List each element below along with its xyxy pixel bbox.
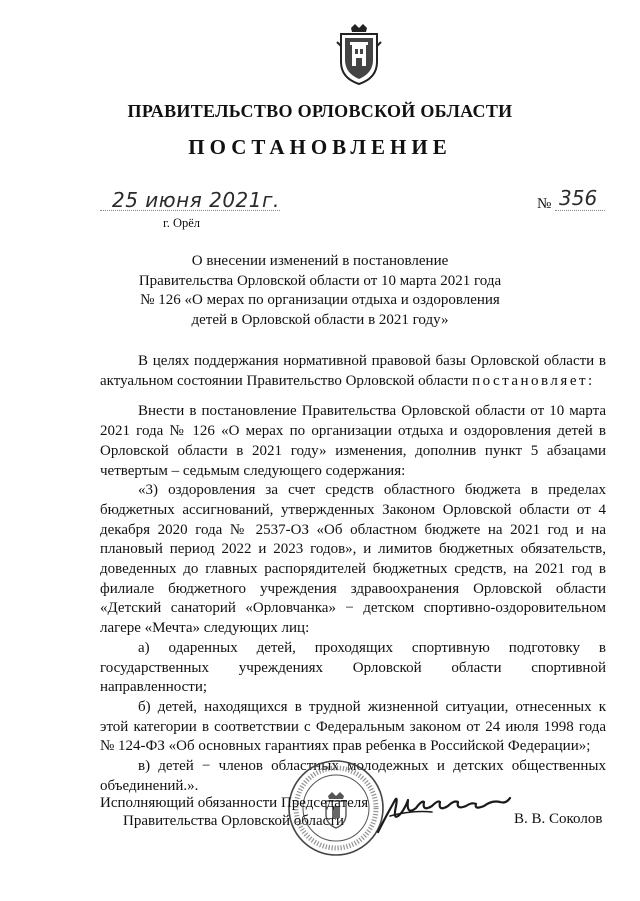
government-name: ПРАВИТЕЛЬСТВО ОРЛОВСКОЙ ОБЛАСТИ: [127, 101, 513, 121]
number-label: №: [537, 196, 552, 212]
orel-oblast-coat-of-arms-icon: [333, 22, 385, 86]
signer-name: В. В. Соколов: [514, 811, 603, 827]
subject-line: О внесении изменений в постановление: [191, 253, 449, 269]
handwritten-signature-icon: [372, 776, 514, 840]
date-underline: [100, 210, 280, 211]
document-city: г. Орёл: [163, 216, 201, 230]
signer-role-line2: Правительства Орловской области: [123, 813, 344, 829]
document-body: [100, 352, 606, 796]
intro-text: В целях поддержания нормативной правовой базы Орловской области в актуальном состоянии Правительство Орловской области: [100, 353, 606, 389]
body-paragraph: б) детей, находящихся в трудной жизненной ситуации, отнесенных к этой категории в соответствии с Федеральным законом от 24 июля 1998 года № 124-ФЗ «Об основных гарантиях прав ребенка в Российской Федерации»;: [100, 698, 606, 755]
intro-paragraph: [100, 352, 606, 391]
signer-role-line1: Исполняющий обязанности Председателя: [100, 795, 369, 811]
subject-line: № 126 «О мерах по организации отдыха и оздоровления: [140, 292, 500, 308]
body-paragraph: в) детей − членов областных молодежных и детских общественных объединений.».: [100, 758, 606, 794]
body-paragraph: а) одаренных детей, проходящих спортивную подготовку в государственных учреждениях Орловской области спортивной направленности;: [100, 639, 606, 696]
body-paragraph: «3) оздоровления за счет средств областного бюджета в пределах бюджетных ассигнований, утвержденных Законом Орловской области от 4 декабря 2020 года № 2537-ОЗ «Об областном бюджете на 2021 год и на плановый период 2022 и 2023 годов», и лимитов бюджетных обязательств, доведенных до главных распорядителей бюджетных средств, на 2021 год в филиале бюджетного учреждения здравоохранения Орловской области «Детский санаторий «Орловчанка» − детском спортивно-оздоровительном лагере «Мечта» следующих лиц:: [100, 482, 606, 637]
document-type: ПОСТАНОВЛЕНИЕ: [188, 135, 452, 159]
document-subject: [130, 252, 510, 330]
body-paragraph: Внести в постановление Правительства Орловской области от 10 марта 2021 года № 126 «О мерах по организации отдыха и оздоровления детей в Орловской области в 2021 году» изменения, дополнив пункт 5 абзацами четвертым – седьмым следующего содержания:: [100, 403, 606, 479]
document-date: 25 июня 2021г.: [112, 188, 280, 212]
subject-line: детей в Орловской области в 2021 году»: [191, 311, 449, 328]
subject-line: Правительства Орловской области от 10 марта 2021 года: [138, 272, 502, 289]
document-number: 356: [559, 186, 598, 210]
number-underline: [555, 210, 605, 211]
intro-resolves: постановляет:: [472, 372, 595, 389]
